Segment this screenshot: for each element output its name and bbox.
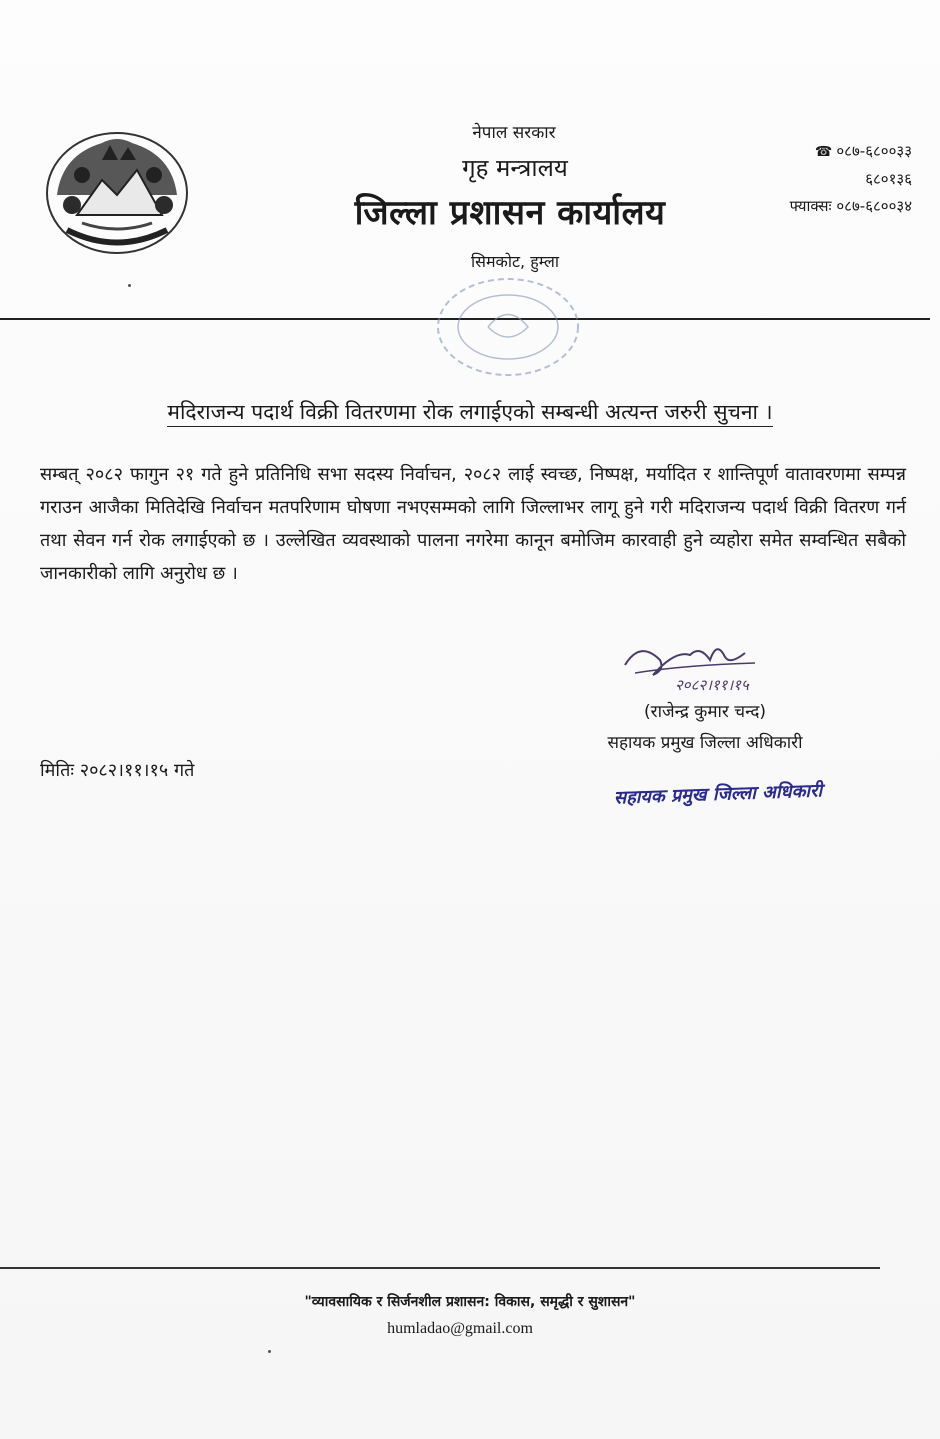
notice-subject-text: मदिराजन्य पदार्थ विक्री वितरणमा रोक लगाईएको सम्बन्धी अत्यन्त जरुरी सुचना । [167,400,772,427]
contact-block [790,138,912,220]
footer-motto: "व्यावसायिक र सिर्जनशील प्रशासन: विकास, समृद्धी र सुशासन" [304,1294,636,1310]
signatory-name: (राजेन्द्र कुमार चन्द) [644,702,766,722]
phone-line-1 [790,138,912,166]
handwritten-signature [605,635,825,695]
speck [128,284,131,287]
notice-subject [0,398,940,426]
signatory-title: सहायक प्रमुख जिल्ला अधिकारी [607,733,803,753]
fax-line [790,193,912,220]
phone-number-1: ०८७-६८००३३ [836,142,912,160]
phone-line-2: ६८०१३६ [865,170,912,188]
office-name: जिल्ला प्रशासन कार्यालय [354,193,666,233]
signature-block [570,635,840,753]
handwritten-date: २०८२।११।१५ [675,676,749,694]
footer-divider [0,1267,880,1269]
ministry-name: गृह मन्त्रालय [462,154,568,182]
speck [268,1350,271,1353]
nepal-government-emblem-icon [42,125,192,257]
government-name: नेपाल सरकार [472,123,556,143]
fax-label: फ्याक्सः [789,197,832,215]
fax-number: ०८७-६८००३४ [836,197,912,215]
footer-email: humladao@gmail.com [387,1320,533,1337]
notice-body: सम्बत् २०८२ फागुन २१ गते हुने प्रतिनिधि सभा सदस्य निर्वाचन, २०८२ लाई स्वच्छ, निष्पक्ष, मर्यादित र शान्तिपूर्ण वातावरणमा सम्पन्न गराउन आजैका मितिदेखि निर्वाचन मतपरिणाम घोषणा नभएसम्मको लागि जिल्लाभर लागू हुने गरी मदिराजन्य पदार्थ विक्री वितरण गर्न तथा सेवन गर्न रोक लगाईएको छ । उल्लेखित व्यवस्थाको पालना नगरेमा कानून बमोजिम कारवाही हुने व्यहोरा समेत सम्वन्धित सबैको जानकारीको लागि अनुरोध छ । [40,464,906,584]
designation-stamp: सहायक प्रमुख जिल्ला अधिकारी [613,780,823,809]
letterhead [300,120,720,272]
issue-date: मितिः २०८२।११।१५ गते [40,760,195,781]
office-location: सिमकोट, हुम्ला [471,252,559,271]
phone-icon: ☎ [814,144,833,160]
office-seal-stamp [428,272,588,382]
